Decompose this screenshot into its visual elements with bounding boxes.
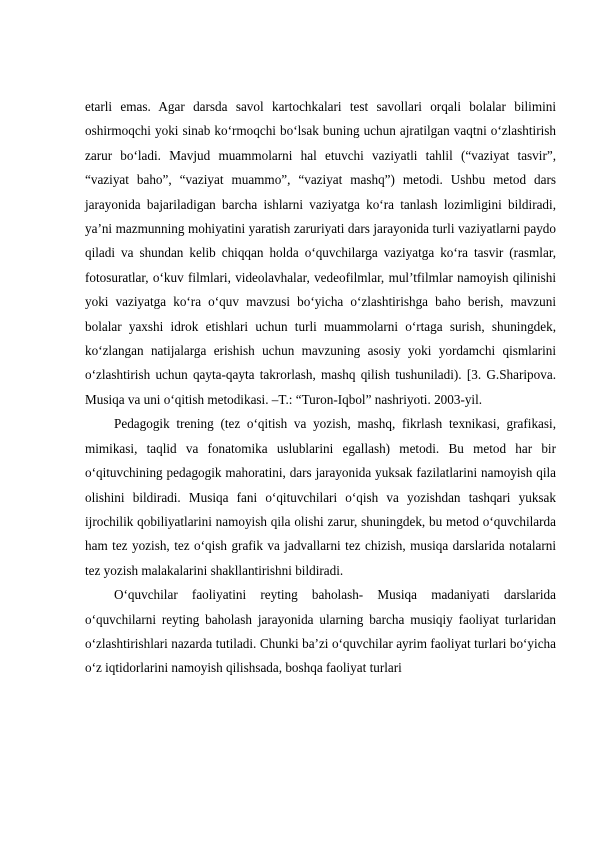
- paragraph-3: O‘quvchilar faoliyatini reyting baholash- Musiqa madaniyati darslarida o‘quvchilarni reyting baholash jarayonida ularning barcha musiqiy faoliyat turlaridan o‘zlashtirishlari nazarda tutiladi. Chunki ba’zi o‘quvchilar ayrim faoliyat turlari bo‘yicha o‘z iqtidorlarini namoyish qilishsada, boshqa faoliyat turlari: [85, 587, 556, 676]
- paragraph-2: Pedagogik trening (tez o‘qitish va yozish, mashq, fikrlash texnikasi, grafikasi, mimikasi, taqlid va fonatomika uslublarini egallash) metodi. Bu metod har bir o‘qituvchining pedagogik mahoratini, dars jarayonida yuksak fazilatlarini namoyish qila olishini bildiradi. Musiqa fani o‘qituvchilari o‘qish va yozishdan tashqari yuksak ijrochilik qobiliyatlarini namoyish qila olishi zarur, shuningdek, bu metod o‘quvchilarda ham tez yozish, tez o‘qish grafik va jadvallarni tez chizish, musiqa darslarida notalarni tez yozish malakalarini shakllantirishni bildiradi.: [85, 416, 556, 578]
- document-page: [85, 95, 556, 681]
- paragraph-1: etarli emas. Agar darsda savol kartochkalari test savollari orqali bolalar bilimini oshirmoqchi yoki sinab ko‘rmoqchi bo‘lsak buning uchun ajratilgan vaqtni o‘zlashtirish zarur bo‘ladi. Mavjud muammolarni hal etuvchi vaziyatli tahlil (“vaziyat tasvir”, “vaziyat baho”, “vaziyat muammo”, “vaziyat mashq”) metodi. Ushbu metod dars jarayonida bajariladigan barcha ishlarni vaziyatga ko‘ra tanlash lozimligini bildiradi, ya’ni mazmunning mohiyatini yaratish zaruriyati dars jarayonida turli vaziyatlarni paydo qiladi va shundan kelib chiqqan holda o‘quvchilarga vaziyatga ko‘ra tasvir (rasmlar, fotosuratlar, o‘kuv filmlari, videolavhalar, vedeofilmlar, mul’tfilmlar namoyish qilinishi yoki vaziyatga ko‘ra o‘quv mavzusi bo‘yicha o‘zlashtirishga baho berish, mavzuni bolalar yaxshi idrok etishlari uchun turli muammolarni o‘rtaga surish, shuningdek, ko‘zlangan natijalarga erishish uchun mavzuning asosiy yoki yordamchi qismlarini o‘zlashtirish uchun qayta-qayta takrorlash, mashq qilish tushuniladi). [3. G.Sharipova. Musiqa va uni o‘qitish metodikasi. –T.: “Turon-Iqbol” nashriyoti. 2003-yil.: [85, 99, 556, 407]
